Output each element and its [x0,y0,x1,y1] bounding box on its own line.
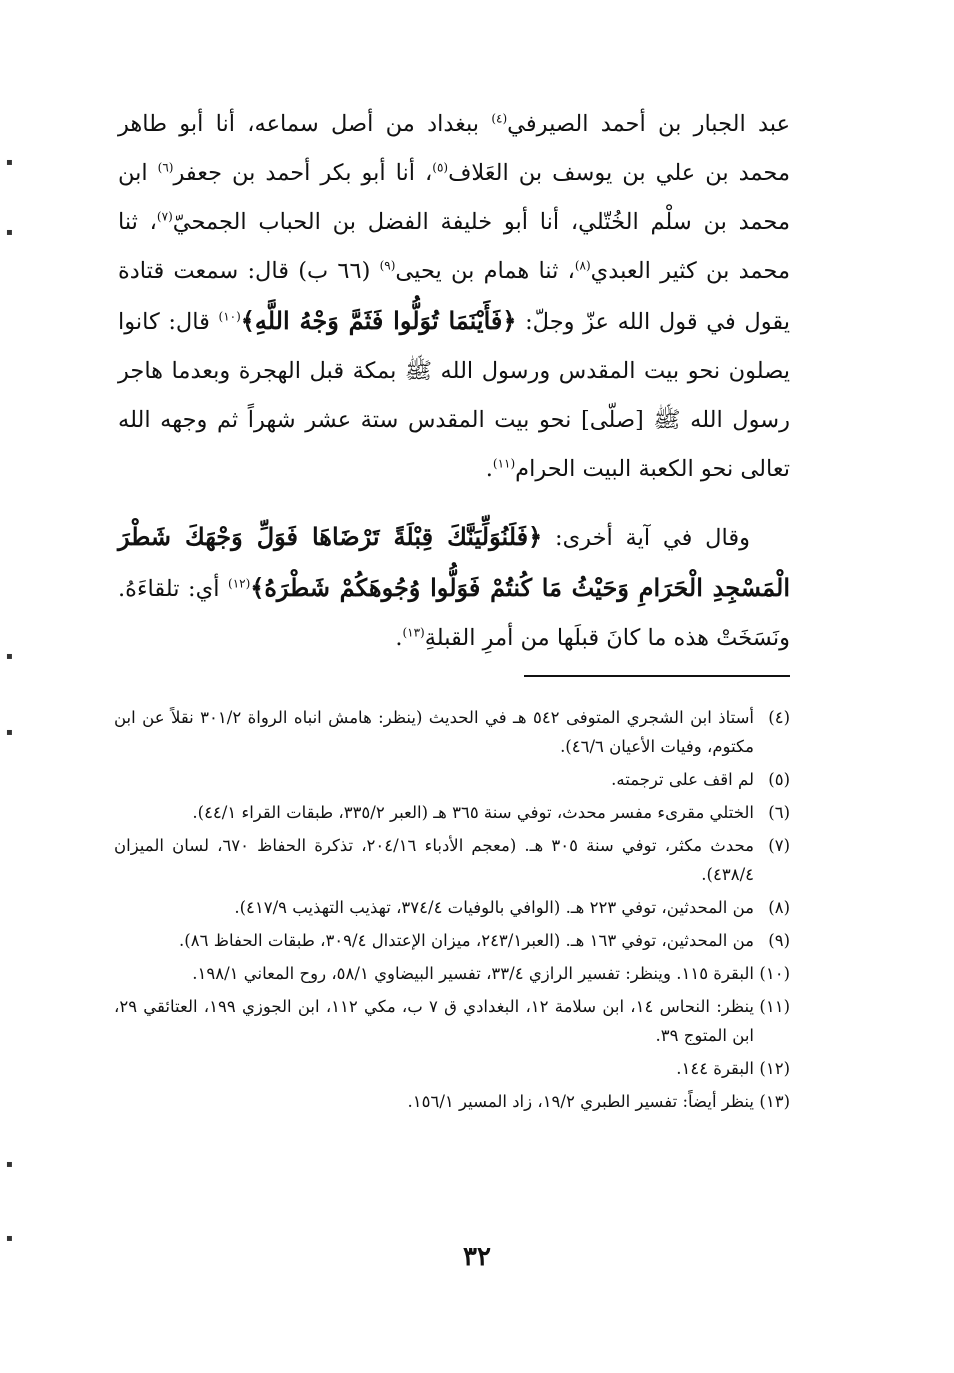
footnote-ref: (١٣) [402,625,425,640]
footnote-text: ينظر: النحاس ١٤، ابن سلامة ١٢، البغدادي ق ٧ ب، مكي ١١٢، ابن الجوزي ١٩٩، العتائقي ٢٩، ابن المتوج ٣٩. [114,997,755,1045]
footnote-text: أستاذ ابن الشجري المتوفى ٥٤٢ هـ في الحديث (ينظر: هامش انباه الرواة ٣٠١/٢ نقلاً عن ابن مكتوم، وفيات الأعيان ٤٦/٦). [114,708,754,756]
footnote-ref: (٤) [491,111,508,126]
footnote-number: (١٢) [759,1059,790,1078]
footnote-ref: (٩) [379,258,396,273]
footnote-ref: (١١) [492,456,516,471]
text-run: ببغداد من أصل سماعه، أنا أبو طاهر محمد بن علي بن يوسف بن العَلاف [118,111,790,186]
footnote-number: (١٣) [759,1092,790,1111]
footnote-number: (٦) [768,803,790,822]
text-run: قال: كانوا يصلون نحو بيت المقدس ورسول الله ﷺ بمكة قبل الهجرة وبعدما هاجر رسول الله ﷺ [صلّى] نحو بيت المقدس ستة عشر شهراً ثم وجهه الله تعالى نحو الكعبة البيت الحرام [118,309,790,482]
quran-verse: ﴿فَأَيْنَمَا تُوَلُّوا فَثَمَّ وَجْهُ اللَّهِ﴾ [240,306,517,335]
scan-speck-mark: ▪ [6,227,13,238]
page-number: ٣٢ [463,1242,491,1272]
footnote-number: (٤) [768,708,790,727]
footnote-text: البقرة ١١٥. وينظر: تفسير الرازي ٣٣/٤، تفسير البيضاوي ٥٨/١، روح المعاني ١٩٨/١. [192,964,754,983]
text-run: ، ثنا محمد بن كثير العبدي [118,209,790,284]
footnote-text: ينظر أيضاً: تفسير الطبري ١٩/٢، زاد المسير ١٥٦/١. [407,1092,754,1111]
scan-speck-mark: ▪ [6,727,13,738]
footnote-ref: (٧) [156,209,173,224]
footnote [114,703,790,761]
footnote [114,798,790,827]
footnote [114,765,790,794]
text-run: وقال في آية أخرى: [542,525,750,551]
footnote-ref: (٥) [432,160,449,175]
scan-speck-mark: ▪ [6,157,13,168]
footnote [114,926,790,955]
text-run: عبد الجبار بن أحمد الصيرفي [507,111,790,137]
text-run: . [395,625,403,651]
scan-speck-mark: ▪ [6,1233,13,1244]
footnote-number: (٥) [768,770,790,789]
footnote-separator [524,675,790,677]
footnote-ref: (١٠) [218,309,241,324]
footnote-number: (١١) [759,997,790,1016]
text-run: ، ثنا همام بن يحيى [395,258,575,284]
main-text [118,100,790,663]
paragraph-1 [118,100,790,494]
footnote [114,1054,790,1083]
text-run: ابن محمد بن سلْم الخُتّلي، أنا أبو خليفة الفضل بن الحباب الجمحيّ [118,160,790,235]
scan-speck-mark: ▪ [6,651,13,662]
footnote [114,959,790,988]
text-run: . [485,456,493,482]
footnote-number: (٨) [768,898,790,917]
footnote-ref: (١٢) [228,576,251,591]
footnotes [114,703,790,1120]
footnote-text: من المحدثين، توفي ١٦٣ هـ. (العبر٢٤٣/١، ميزان الإعتدال ٣٠٩/٤، طبقات الحفاظ ٨٦). [179,931,754,950]
text-run: أي: تلقاءَهُ. ونَسَخَتْ هذه ما كانَ قبلَها من أمرِ القبلةِ [118,576,790,651]
footnote-number: (٧) [768,836,790,855]
footnote [114,831,790,889]
footnote-number: (٩) [768,931,790,950]
footnote [114,893,790,922]
footnote-text: البقرة ١٤٤. [676,1059,754,1078]
footnote-ref: (٨) [574,258,591,273]
quran-verse: ﴿فَلَنُوَلِّيَنَّكَ قِبْلَةً تَرْضَاهَا فَوَلِّ وَجْهَكَ شَطْرَ الْمَسْجِدِ الْحَرَامِ وَحَيْثُ مَا كُنتُمْ فَوَلُّوا وُجُوهَكُمْ شَطْرَهُ﴾ [118,522,790,602]
footnote [114,1087,790,1116]
footnote-text: من المحدثين، توفي ٢٢٣ هـ. (الوافي بالوفيات ٣٧٤/٤، تهذيب التهذيب ٤١٧/٩). [234,898,754,917]
footnote-text: محدث مكثر، توفي سنة ٣٠٥ هـ. (معجم الأدباء ٢٠٤/١٦، تذكرة الحفاظ ٦٧٠، لسان الميزان ٤٣٨/٤). [114,836,754,884]
footnote [114,992,790,1050]
text-run: (٦٦ ب) قال: سمعت قتادة يقول في قول الله عزّ وجلّ: [118,258,790,335]
paragraph-2 [118,512,790,663]
footnote-text: لم اقف على ترجمته. [611,770,754,789]
text-run: ، أنا أبو بكر أحمد بن جعفر [173,160,433,186]
footnote-ref: (٦) [157,160,174,175]
footnote-number: (١٠) [759,964,790,983]
scan-speck-mark: ▪ [6,1159,13,1170]
footnote-text: الختلي مقرىء مفسر محدث، توفي سنة ٣٦٥ هـ (العبر ٣٣٥/٢، طبقات القراء ٤٤/١). [192,803,754,822]
